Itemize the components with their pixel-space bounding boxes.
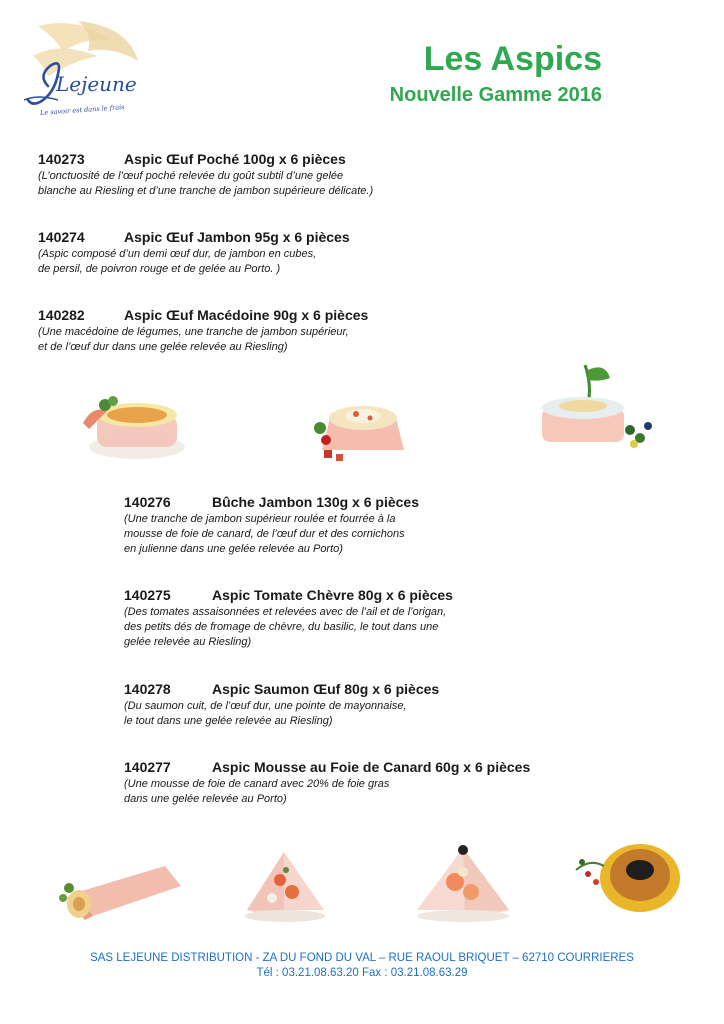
product-name: Aspic Saumon Œuf 80g x 6 pièces — [212, 681, 440, 697]
product-entry — [124, 681, 439, 729]
product-photo-aspic-oeuf-jambon — [300, 388, 415, 473]
product-photo-aspic-saumon-oeuf — [405, 830, 520, 935]
product-description: (Aspic composé d’un demi œuf dur, de jambon en cubes, de persil, de poivron rouge et de gelée au Porto. ) — [38, 248, 317, 275]
logo-brand: Lejeune — [56, 72, 137, 96]
product-code: 140273 — [38, 151, 85, 167]
product-code: 140274 — [38, 229, 85, 245]
logo-tagline: Le savoir est dans le frais — [39, 103, 125, 117]
product-code: 140277 — [124, 759, 171, 775]
product-photo-aspic-oeuf-macedoine — [530, 360, 665, 470]
product-name: Aspic Mousse au Foie de Canard 60g x 6 pièces — [212, 759, 531, 775]
product-photo-aspic-mousse-foie-canard — [570, 830, 685, 920]
product-description: (Du saumon cuit, de l’œuf dur, une pointe de mayonnaise, le tout dans une gelée relevée au Riesling) — [124, 700, 407, 727]
company-phone-fax: Tél : 03.21.08.63.20 Fax : 03.21.08.63.29 — [256, 967, 468, 979]
product-name: Aspic Tomate Chèvre 80g x 6 pièces — [212, 587, 453, 603]
product-code: 140275 — [124, 587, 171, 603]
product-photo-buche-jambon — [55, 848, 190, 928]
product-code: 140276 — [124, 494, 171, 510]
product-entry — [124, 587, 453, 650]
page-subtitle: Nouvelle Gamme 2016 — [389, 84, 602, 106]
product-description: (Une macédoine de légumes, une tranche de jambon supérieur, et de l’œuf dur dans une gelée relevée au Riesling) — [38, 326, 349, 353]
product-code: 140282 — [38, 307, 85, 323]
product-code: 140278 — [124, 681, 171, 697]
product-entry — [124, 494, 419, 557]
company-address: SAS LEJEUNE DISTRIBUTION - ZA DU FOND DU VAL – RUE RAOUL BRIQUET – 62710 COURRIERES — [90, 952, 634, 964]
product-description: (Une mousse de foie de canard avec 20% de foie gras dans une gelée relevée au Porto) — [124, 778, 390, 805]
product-entry — [38, 229, 350, 277]
product-name: Aspic Œuf Jambon 95g x 6 pièces — [124, 229, 350, 245]
company-logo — [18, 16, 148, 126]
product-name: Aspic Œuf Poché 100g x 6 pièces — [124, 151, 346, 167]
product-entry — [38, 151, 373, 199]
product-photo-aspic-oeuf-poche — [75, 385, 190, 470]
product-photo-aspic-tomate-chevre — [232, 840, 337, 935]
product-name: Bûche Jambon 130g x 6 pièces — [212, 494, 419, 510]
product-entry — [124, 759, 530, 807]
page-title: Les Aspics — [423, 40, 602, 78]
product-description: (Une tranche de jambon supérieur roulée et fourrée à la mousse de foie de canard, de l’œuf dur et des cornichons en julienne dans une gelée relevée au Porto) — [124, 513, 405, 555]
product-entry — [38, 307, 368, 355]
product-description: (Des tomates assaisonnées et relevées avec de l’ail et de l’origan, des petits dés de fromage de chèvre, du basilic, le tout dans une gelée relevée au Riesling) — [124, 606, 447, 648]
product-description: (L’onctuosité de l’œuf poché relevée du goût subtil d’une gelée blanche au Riesling et d’une tranche de jambon supérieure délicate.) — [38, 170, 374, 197]
product-name: Aspic Œuf Macédoine 90g x 6 pièces — [124, 307, 369, 323]
